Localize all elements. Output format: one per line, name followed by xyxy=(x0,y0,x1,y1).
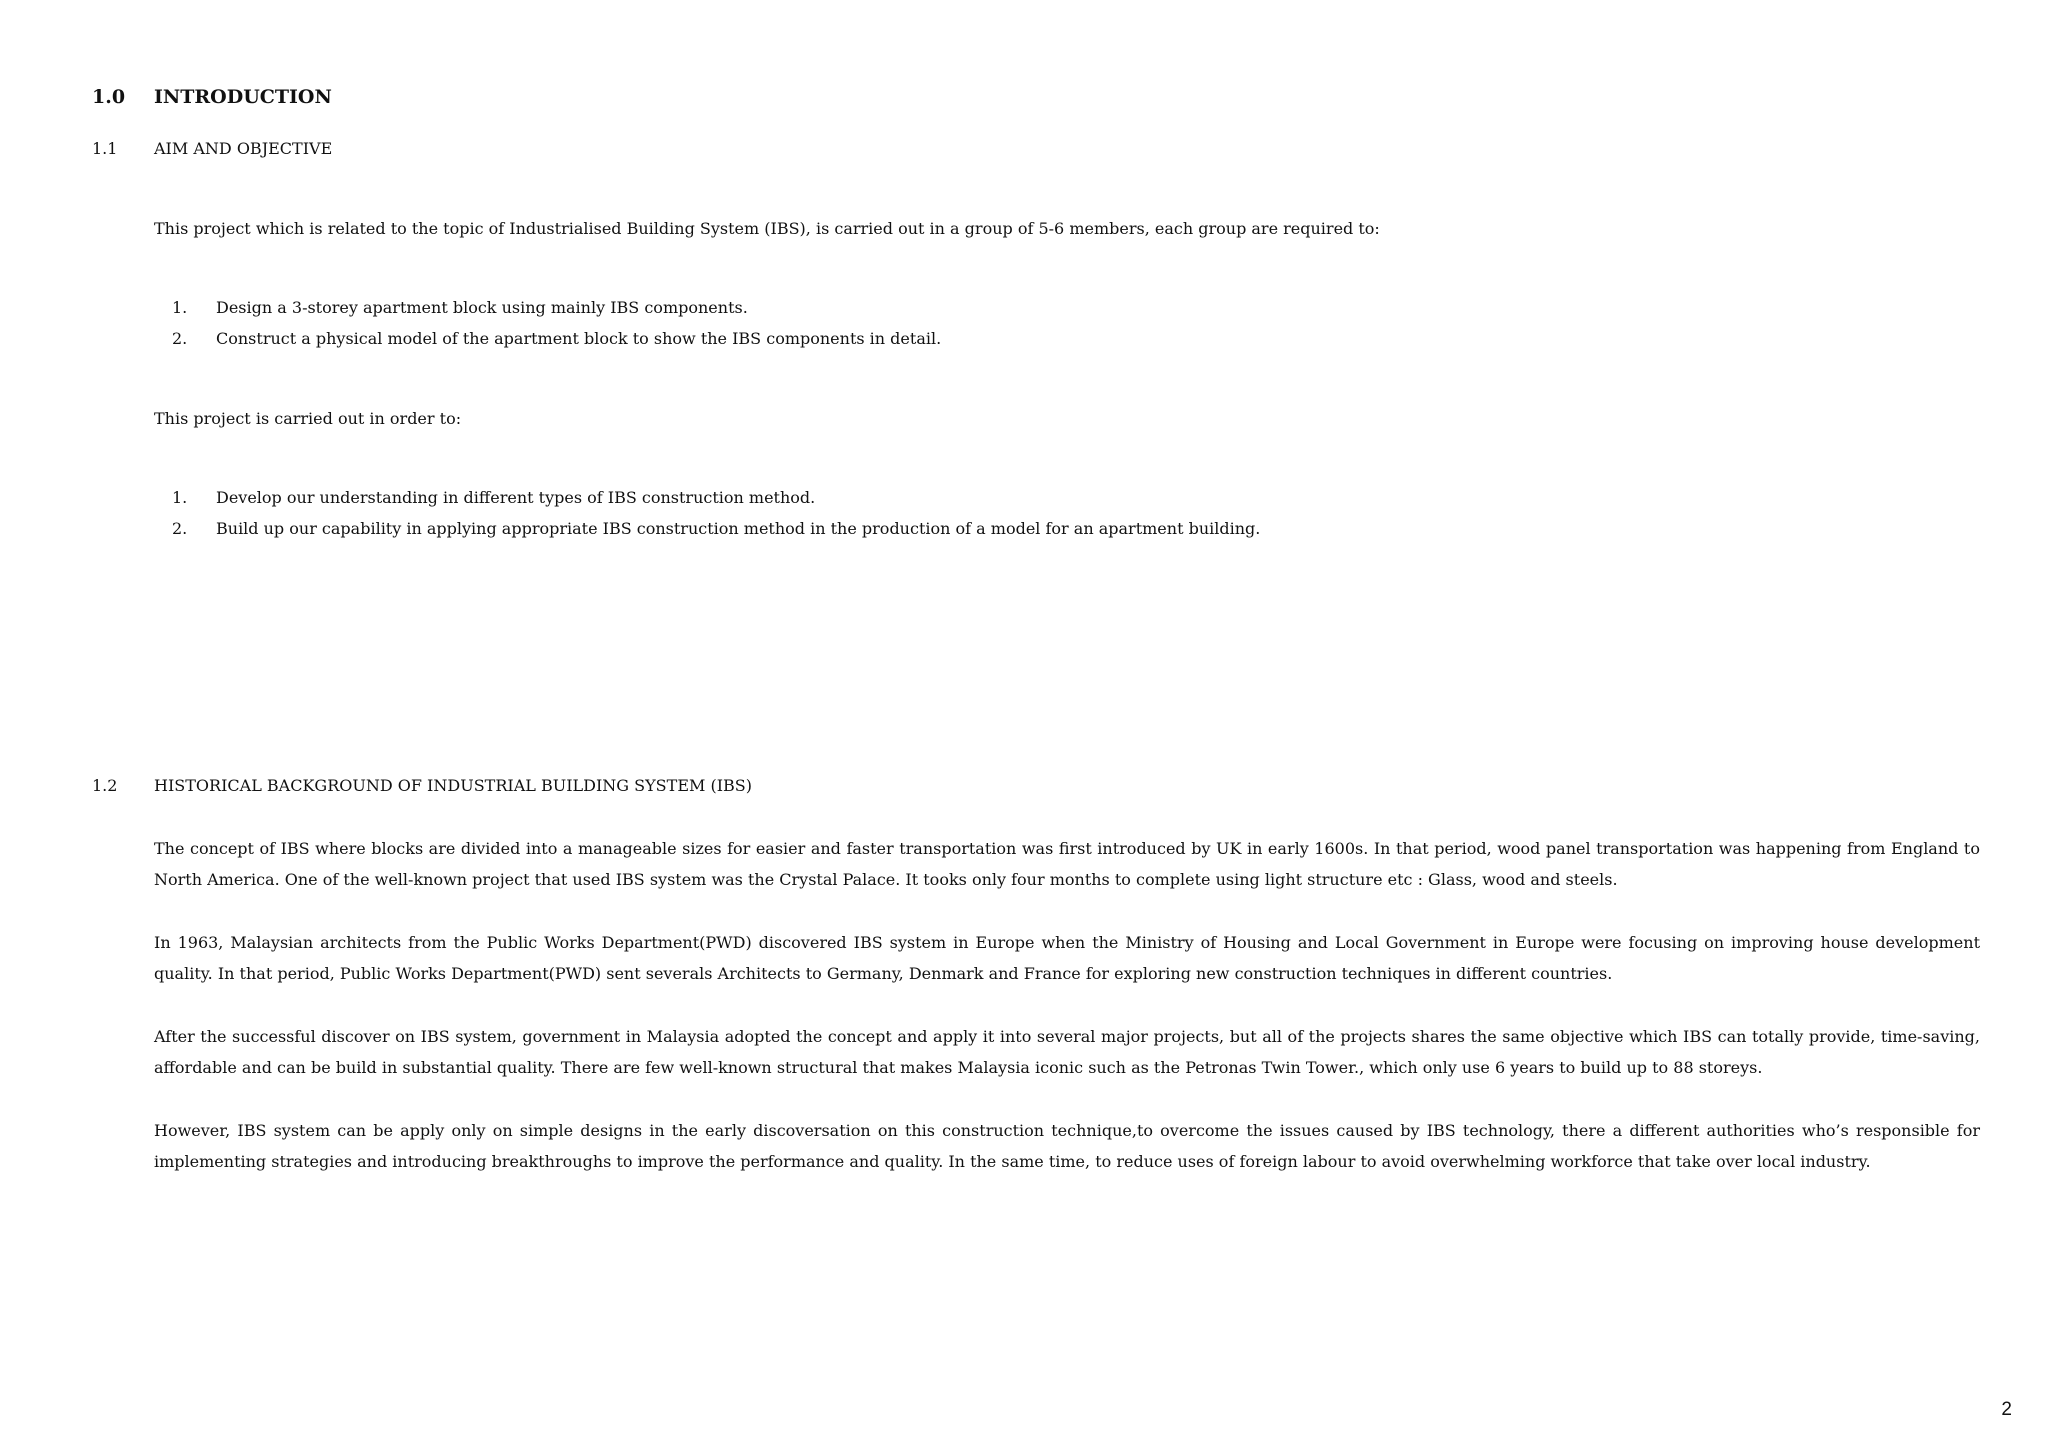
purposes-list xyxy=(154,487,1260,549)
page-number: 2 xyxy=(2001,1399,2012,1420)
list-marker: 2. xyxy=(172,519,188,538)
subsection-number: 1.1 xyxy=(92,139,118,158)
subsection-heading: HISTORICAL BACKGROUND OF INDUSTRIAL BUILDING SYSTEM (IBS) xyxy=(154,776,752,795)
history-paragraph: In 1963, Malaysian architects from the Public Works Department(PWD) discovered IBS system in Europe when the Ministry of Housing and Local Government in Europe were focusing on improving house development quality. In that period, Public Works Department(PWD) sent severals Architects to Germany, Denmark and France for exploring new construction techniques in different countries. xyxy=(154,933,1980,983)
list-item xyxy=(154,487,1260,518)
list-item-text: Construct a physical model of the apartment block to show the IBS components in detail. xyxy=(216,329,942,348)
list-marker: 2. xyxy=(172,329,188,348)
list-marker: 1. xyxy=(172,298,188,317)
section-number: 1.0 xyxy=(92,86,126,108)
list-item-text: Build up our capability in applying appropriate IBS construction method in the production of a model for an apartment building. xyxy=(216,519,1261,538)
section-heading: INTRODUCTION xyxy=(154,86,332,108)
list-item xyxy=(154,297,941,328)
purpose-intro-paragraph: This project is carried out in order to: xyxy=(154,409,462,428)
list-item xyxy=(154,328,941,359)
history-paragraph: After the successful discover on IBS system, government in Malaysia adopted the concept and apply it into several major projects, but all of the projects shares the same objective which IBS can totally provide, time-saving, affordable and can be build in substantial quality. There are few well-known structural that makes Malaysia iconic such as the Petronas Twin Tower., which only use 6 years to build up to 88 storeys. xyxy=(154,1027,1980,1077)
aim-intro-paragraph: This project which is related to the topic of Industrialised Building System (IBS), is carried out in a group of 5-6 members, each group are required to: xyxy=(154,219,1380,238)
subsection-heading: AIM AND OBJECTIVE xyxy=(154,139,333,158)
list-item-text: Design a 3-storey apartment block using mainly IBS components. xyxy=(216,298,748,317)
requirements-list xyxy=(154,297,941,359)
history-paragraph: The concept of IBS where blocks are divided into a manageable sizes for easier and faster transportation was first introduced by UK in early 1600s. In that period, wood panel transportation was happening from England to North America. One of the well-known project that used IBS system was the Crystal Palace. It tooks only four months to complete using light structure etc : Glass, wood and steels. xyxy=(154,839,1980,889)
list-item-text: Develop our understanding in different types of IBS construction method. xyxy=(216,488,816,507)
list-marker: 1. xyxy=(172,488,188,507)
subsection-number: 1.2 xyxy=(92,776,118,795)
history-paragraph: However, IBS system can be apply only on simple designs in the early discoversation on this construction technique,to overcome the issues caused by IBS technology, there a different authorities who’s responsible for implementing strategies and introducing breakthroughs to improve the performance and quality. In the same time, to reduce uses of foreign labour to avoid overwhelming workforce that take over local industry. xyxy=(154,1121,1980,1171)
list-item xyxy=(154,518,1260,549)
